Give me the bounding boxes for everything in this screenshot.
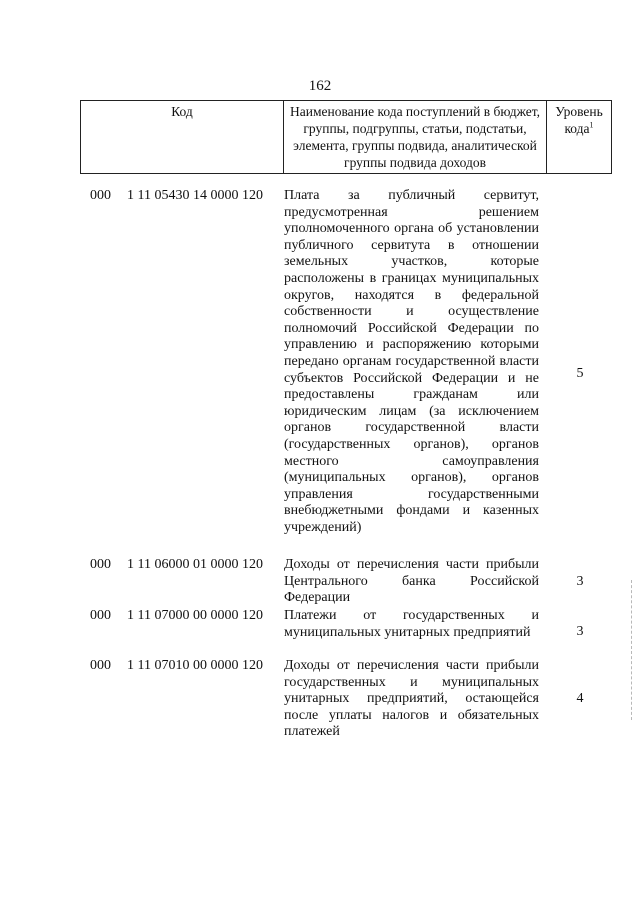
row-level: 4 — [576, 691, 584, 706]
row-prefix: 000 — [90, 608, 111, 623]
row-name: Доходы от перечисления части прибыли государственных и муниципальных унитарных предприятий, остающейся после уплаты налогов и обязательных платежей — [284, 658, 539, 740]
row-code: 1 11 07000 00 0000 120 — [127, 608, 263, 623]
row-level: 5 — [576, 366, 584, 381]
header-level-cell — [547, 101, 612, 174]
row-prefix: 000 — [90, 658, 111, 673]
row-prefix: 000 — [90, 557, 111, 572]
table-header — [80, 100, 612, 174]
header-name-cell — [284, 101, 547, 174]
header-level-label: Уровень кода — [555, 104, 603, 136]
row-code: 1 11 07010 00 0000 120 — [127, 658, 263, 673]
footnote-marker: 1 — [589, 120, 594, 130]
header-code-label: Код — [171, 104, 193, 119]
page-number: 162 — [308, 78, 332, 94]
header-code-cell — [81, 101, 284, 174]
row-prefix: 000 — [90, 188, 111, 203]
header-name-label: Наименование кода поступлений в бюджет, группы, подгруппы, статьи, подстатьи, элемента, группы подвида, аналитической группы подвида доходов — [289, 104, 540, 170]
row-name: Доходы от перечисления части прибыли Центрального банка Российской Федерации — [284, 557, 539, 606]
scan-edge-line — [631, 580, 632, 720]
row-level: 3 — [576, 574, 584, 589]
row-name: Платежи от государственных и муниципальных унитарных предприятий — [284, 608, 539, 640]
row-name: Плата за публичный сервитут, предусмотренная решением уполномоченного органа об установлении публичного сервитута в отношении земельных участков, которые расположены в границах муниципальных округов, находятся в федеральной собственности и осуществление полномочий Российской Федерации по управлению и распоряжению которыми передано органам государственной власти субъектов Российской Федерации и не предоставлены гражданам или юридическим лицам (за исключением органов государственной власти (государственных органов), органов местного самоуправления (муниципальных органов), органов управления государственными внебюджетными фондами и казенных учреждений) — [284, 188, 539, 535]
row-code: 1 11 05430 14 0000 120 — [127, 188, 263, 203]
row-level: 3 — [576, 624, 584, 639]
row-code: 1 11 06000 01 0000 120 — [127, 557, 263, 572]
